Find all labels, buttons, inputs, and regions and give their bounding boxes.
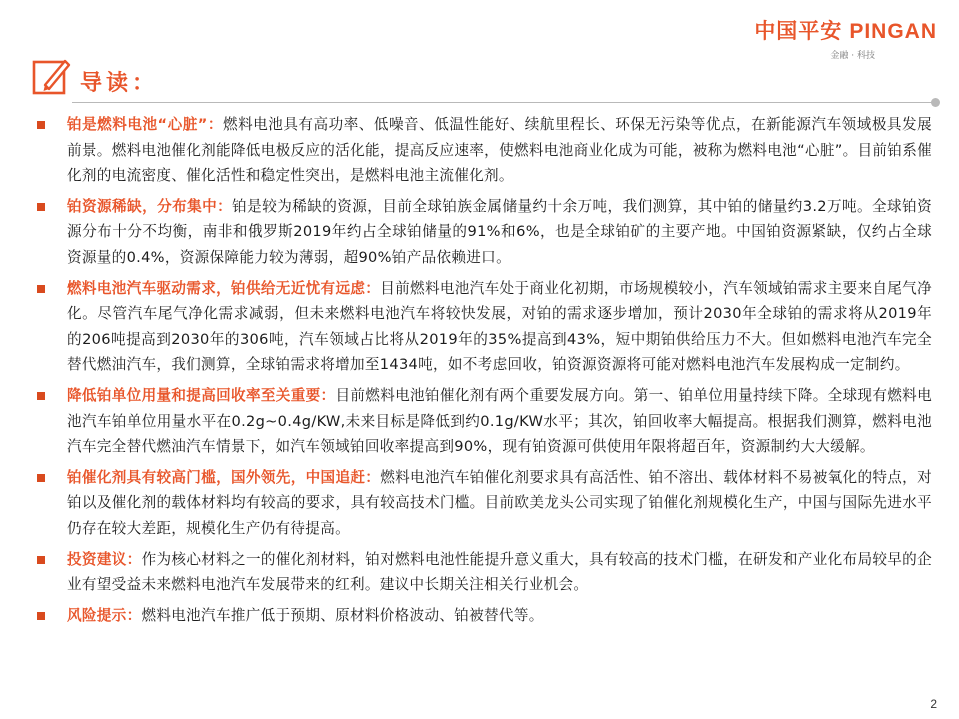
bullet-body: 燃料电池汽车推广低于预期、原材料价格波动、铂被替代等。 bbox=[141, 606, 544, 624]
page-number: 2 bbox=[930, 697, 937, 711]
bullet-heading: 投资建议： bbox=[67, 550, 142, 568]
bullet-marker bbox=[37, 203, 45, 211]
bullet-heading: 燃料电池汽车驱动需求，铂供给无近忧有远虑： bbox=[67, 279, 381, 297]
section-title: 导读： bbox=[80, 71, 159, 96]
bullet-demand-supply bbox=[34, 276, 932, 378]
bullet-marker bbox=[37, 392, 45, 400]
bullet-heading: 降低铂单位用量和提高回收率至关重要： bbox=[67, 386, 336, 404]
bullet-risk-warning bbox=[34, 603, 932, 629]
logo-tagline: 金融 · 科技 bbox=[830, 51, 875, 61]
bullet-heading: 铂是燃料电池“心脏”： bbox=[67, 116, 223, 133]
bullet-marker bbox=[37, 285, 45, 293]
bullet-heading: 风险提示： bbox=[67, 606, 142, 624]
bullet-body: 铂是较为稀缺的资源，目前全球铂族金属储量约十余万吨，我们测算，其中铂的储量约3.2万吨。全球铂资源分布十分不均衡，南非和俄罗斯2019年约占全球铂储量的91%和6%，也是全球铂矿的主要产地。中国铂资源紧缺，仅约占全球资源量的0.4%，资源保障能力较为薄弱，超90%铂产品依赖进口。 bbox=[67, 197, 932, 266]
logo-cn-text: 中国平安 bbox=[754, 19, 843, 43]
logo-en-text: PINGAN bbox=[849, 20, 937, 43]
title-divider bbox=[72, 102, 932, 103]
bullet-body: 燃料电池汽车铂催化剂要求具有高活性、铂不溶出、载体材料不易被氧化的特点，对铂以及催化剂的载体材料均有较高的要求，具有较高技术门槛。目前欧美龙头公司实现了铂催化剂规模化生产，中国与国际先进水平仍存在较大差距，规模化生产仍有待提高。 bbox=[67, 468, 932, 537]
bullet-marker bbox=[37, 474, 45, 482]
bullet-body: 目前燃料电池铂催化剂有两个重要发展方向。第一、铂单位用量持续下降。全球现有燃料电池汽车铂单位用量水平在0.2g~0.4g/KW,未来目标是降低到约0.1g/KW水平；其次，铂回收率大幅提高。根据我们测算，燃料电池汽车完全替代燃油汽车情景下，如汽车领域铂回收率提高到90%，现有铂资源可供使用年限将超百年，资源制约大大缓解。 bbox=[67, 386, 932, 456]
bullet-scarce-resources bbox=[34, 194, 932, 271]
title-divider-dot bbox=[931, 98, 940, 107]
pingan-logo bbox=[754, 15, 937, 61]
bullet-marker bbox=[37, 612, 45, 620]
bullet-investment-advice bbox=[34, 547, 932, 598]
bullet-body: 燃料电池具有高功率、低噪音、低温性能好、续航里程长、环保无污染等优点，在新能源汽车领域极具发展前景。燃料电池催化剂能降低电极反应的活化能，提高反应速率，使燃料电池商业化成为可能，被称为燃料电池“心脏”。目前铂系催化剂的电流密度、催化活性和稳定性突出，是燃料电池主流催化剂。 bbox=[67, 116, 932, 185]
bullet-marker bbox=[37, 121, 45, 129]
bullet-body: 作为核心材料之一的催化剂材料，铂对燃料电池性能提升意义重大，具有较高的技术门槛，在研发和产业化布局较早的企业有望受益未来燃料电池汽车发展带来的红利。建议中长期关注相关行业机会。 bbox=[67, 550, 932, 594]
bullet-body: 目前燃料电池汽车处于商业化初期，市场规模较小，汽车领域铂需求主要来自尾气净化。尽管汽车尾气净化需求减弱，但未来燃料电池汽车将较快发展，对铂的需求逐步增加，预计2030年全球铂的需求将从2019年的206吨提高到2030年的306吨，汽车领域占比将从2019年的35%提高到43%，短中期铂供给压力不大。但如燃料电池汽车完全替代燃油汽车，我们测算，全球铂需求将增加至1434吨，如不考虑回收，铂资源资源将可能对燃料电池汽车发展构成一定制约。 bbox=[67, 279, 932, 374]
bullet-heading: 铂资源稀缺，分布集中： bbox=[67, 197, 233, 215]
bullet-marker bbox=[37, 556, 45, 564]
bullet-usage-recycling bbox=[34, 383, 932, 460]
summary-content bbox=[34, 112, 932, 633]
bullet-catalyst-threshold bbox=[34, 465, 932, 542]
pencil-note-icon bbox=[31, 56, 71, 96]
bullet-heading: 铂催化剂具有较高门槛，国外领先，中国追赶： bbox=[67, 468, 381, 486]
bullet-platinum-heart bbox=[34, 112, 932, 189]
